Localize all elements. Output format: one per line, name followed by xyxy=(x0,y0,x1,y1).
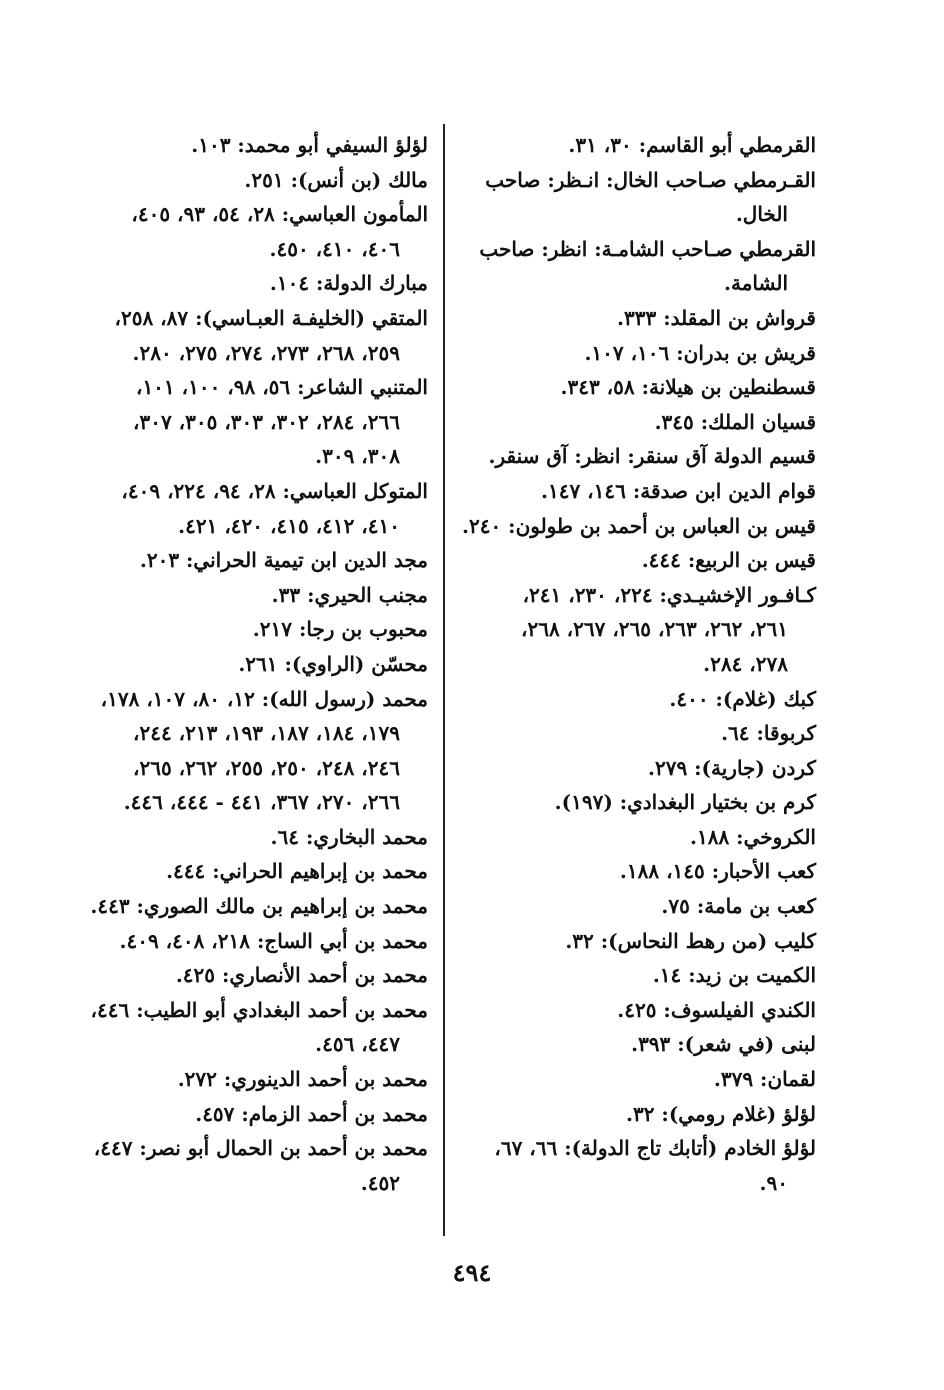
index-entry xyxy=(458,509,816,544)
index-entry-text: لقمان: ٣٧٩. xyxy=(713,1067,816,1092)
index-entry xyxy=(458,751,816,786)
index-entry xyxy=(458,854,816,889)
index-entry xyxy=(73,820,428,855)
index-entry-text: قيس بن الربيع: ٤٤٤. xyxy=(641,548,816,573)
index-entry-text: القـرمطي صـاحب الخال: انـظر: صاحب xyxy=(485,167,816,192)
index-entry-text: محمد بن أحمد الدينوري: ٢٧٢. xyxy=(177,1067,428,1092)
index-entry xyxy=(73,543,428,578)
index-entry-text: كبك (غلام): ٤٠٠. xyxy=(669,686,816,711)
index-entry-text: الكروخي: ١٨٨. xyxy=(690,824,816,849)
index-entry-text: محمد بن أحمد بن الحمال أبو نصر: ٤٤٧، xyxy=(93,1136,428,1161)
index-entry-text: كردن (جارية): ٢٧٩. xyxy=(648,755,816,780)
index-entry-text: محمد بن أحمد الزمام: ٤٥٧. xyxy=(195,1101,428,1126)
index-entry-continuation: الخال. xyxy=(735,202,788,227)
index-entry-continuation: ٣٠٨، ٣٠٩. xyxy=(315,444,400,469)
index-entry-continuation: ٩٠. xyxy=(759,1170,788,1195)
index-entry-text: محمد بن أبي الساج: ٢١٨، ٤٠٨، ٤٠٩. xyxy=(119,928,428,953)
index-entry-continuation: ٢٦٦، ٢٨٤، ٣٠٢، ٣٠٣، ٣٠٥، ٣٠٧، xyxy=(133,409,400,434)
index-entry-text: لؤلؤ (غلام رومي): ٣٢. xyxy=(626,1101,816,1126)
index-entry xyxy=(458,1027,816,1062)
index-entry xyxy=(73,647,428,682)
index-entry xyxy=(458,370,816,405)
index-entry-continuation: ٢٦٦، ٢٧٠، ٣٦٧، ٤٤١ - ٤٤٤، ٤٤٦. xyxy=(123,790,400,815)
index-entry xyxy=(73,266,428,301)
index-entry xyxy=(73,474,428,543)
index-entry xyxy=(73,924,428,959)
index-entry-text: محمد البخاري: ٦٤. xyxy=(270,824,428,849)
index-entry-continuation: ٤٠٦، ٤١٠، ٤٥٠. xyxy=(269,236,400,261)
index-entry-text: كليب (من رهط النحاس): ٣٢. xyxy=(565,928,816,953)
index-entry xyxy=(73,993,428,1062)
index-entry-text: قسطنطين بن هيلانة: ٥٨، ٣٤٣. xyxy=(560,375,816,400)
index-entry-text: كربوقا: ٦٤. xyxy=(721,721,816,746)
index-entry xyxy=(458,128,816,163)
index-entry-continuation: ٤٥٢. xyxy=(360,1170,400,1195)
index-entry-text: القرمطي صـاحب الشامـة: انظر: صاحب xyxy=(479,236,816,261)
index-entry xyxy=(73,128,428,163)
page-number: ٤٩٤ xyxy=(452,1258,492,1287)
index-entry-continuation: ١٧٩، ١٨٤، ١٨٧، ١٩٣، ٢١٣، ٢٤٤، xyxy=(133,721,400,746)
index-entry-continuation: ٢٦١، ٢٦٢، ٢٦٣، ٢٦٥، ٢٦٧، ٢٦٨، xyxy=(521,617,788,642)
index-entry-text: لؤلؤ الخادم (أتابك تاج الدولة): ٦٦، ٦٧، xyxy=(494,1136,816,1161)
index-column-right xyxy=(458,128,816,1200)
index-entry-text: المتقي (الخليفـة العبـاسي): ٨٧، ٢٥٨، xyxy=(114,305,428,330)
index-entry-text: الكميت بن زيد: ١٤. xyxy=(652,963,816,988)
index-entry xyxy=(458,1131,816,1200)
index-entry-continuation: ٢٥٩، ٢٦٨، ٢٧٣، ٢٧٤، ٢٧٥، ٢٨٠. xyxy=(132,340,400,365)
index-entry xyxy=(458,993,816,1028)
index-entry xyxy=(458,336,816,371)
index-entry-text: كعب الأحبار: ١٤٥، ١٨٨. xyxy=(619,859,816,884)
index-entry-text: المتنبي الشاعر: ٥٦، ٩٨، ١٠٠، ١٠١، xyxy=(135,375,428,400)
index-entry-text: محسّن (الراوي): ٢٦١. xyxy=(238,651,428,676)
index-entry xyxy=(458,543,816,578)
index-entry xyxy=(458,820,816,855)
index-entry-text: قرواش بن المقلد: ٣٣٣. xyxy=(617,305,816,330)
index-entry xyxy=(458,301,816,336)
index-entry-text: كعب بن مامة: ٧٥. xyxy=(661,894,816,919)
index-entry xyxy=(73,1097,428,1132)
index-entry-text: المتوكل العباسي: ٢٨، ٩٤، ٢٢٤، ٤٠٩، xyxy=(121,478,428,503)
index-entry-text: محمد بن أحمد الأنصاري: ٤٢٥. xyxy=(175,963,428,988)
index-entry xyxy=(458,439,816,474)
index-entry-continuation: ٤١٠، ٤١٢، ٤١٥، ٤٢٠، ٤٢١. xyxy=(178,513,400,538)
index-entry-text: قيس بن العباس بن أحمد بن طولون: ٢٤٠. xyxy=(462,513,816,538)
index-entry-text: قسيان الملك: ٣٤٥. xyxy=(654,409,816,434)
index-entry-text: لؤلؤ السيفي أبو محمد: ١٠٣. xyxy=(191,133,428,157)
index-entry xyxy=(458,785,816,820)
index-entry-continuation: ٢٧٨، ٢٨٤. xyxy=(703,651,788,676)
index-column-left xyxy=(73,128,428,1200)
index-entry-text: قسيم الدولة آق سنقر: انظر: آق سنقر. xyxy=(488,444,816,469)
index-entry xyxy=(458,682,816,717)
index-entry xyxy=(458,1062,816,1097)
column-divider xyxy=(443,124,445,1236)
index-entry xyxy=(458,405,816,440)
index-entry-text: كرم بن بختيار البغدادي: (١٩٧). xyxy=(554,790,816,815)
index-entry-text: الكندي الفيلسوف: ٤٢٥. xyxy=(617,997,816,1022)
index-entry xyxy=(73,854,428,889)
index-entry xyxy=(73,370,428,474)
index-entry-continuation: الشامة. xyxy=(724,271,788,296)
index-entry-continuation: ٤٤٧، ٤٥٦. xyxy=(315,1032,400,1057)
index-entry xyxy=(458,474,816,509)
index-entry-text: لبنى (في شعر): ٣٩٣. xyxy=(631,1032,816,1057)
index-entry xyxy=(458,924,816,959)
index-entry-text: قوام الدين ابن صدقة: ١٤٦، ١٤٧. xyxy=(541,478,816,503)
index-entry xyxy=(73,682,428,820)
index-entry xyxy=(73,889,428,924)
index-entry-text: محبوب بن رجا: ٢١٧. xyxy=(252,617,428,642)
index-entry-continuation: ٢٤٦، ٢٤٨، ٢٥٠، ٢٥٥، ٢٦٢، ٢٦٥، xyxy=(133,755,400,780)
index-entry-text: محمد بن إبراهيم بن مالك الصوري: ٤٤٣. xyxy=(90,894,428,919)
index-entry xyxy=(458,163,816,232)
index-entry xyxy=(458,1097,816,1132)
index-entry xyxy=(73,958,428,993)
index-entry-text: محمد (رسول الله): ١٢، ٨٠، ١٠٧، ١٧٨، xyxy=(100,686,428,711)
index-entry xyxy=(73,1131,428,1200)
index-entry xyxy=(73,197,428,266)
index-entry-text: قريش بن بدران: ١٠٦، ١٠٧. xyxy=(584,340,816,365)
index-entry-text: محمد بن إبراهيم الحراني: ٤٤٤. xyxy=(166,859,428,884)
index-entry xyxy=(73,1062,428,1097)
index-entry xyxy=(73,612,428,647)
index-entry-text: القرمطي أبو القاسم: ٣٠، ٣١. xyxy=(568,133,816,157)
index-entry xyxy=(458,578,816,682)
index-entry xyxy=(458,889,816,924)
index-entry-text: كـافـور الإخشيـدي: ٢٢٤، ٢٣٠، ٢٤١، xyxy=(522,582,816,607)
index-entry xyxy=(458,958,816,993)
index-entry-text: مجنب الحيري: ٣٣. xyxy=(271,582,428,607)
index-entry-text: محمد بن أحمد البغدادي أبو الطيب: ٤٤٦، xyxy=(90,997,428,1022)
index-entry xyxy=(73,163,428,198)
index-entry xyxy=(73,301,428,370)
index-entry xyxy=(458,232,816,301)
index-entry-text: مالك (بن أنس): ٢٥١. xyxy=(244,167,428,192)
index-entry xyxy=(73,578,428,613)
index-entry-text: مبارك الدولة: ١٠٤. xyxy=(269,271,428,296)
index-entry xyxy=(458,716,816,751)
index-entry-text: المأمون العباسي: ٢٨، ٥٤، ٩٣، ٤٠٥، xyxy=(131,202,428,227)
index-entry-text: مجد الدين ابن تيمية الحراني: ٢٠٣. xyxy=(139,548,428,573)
